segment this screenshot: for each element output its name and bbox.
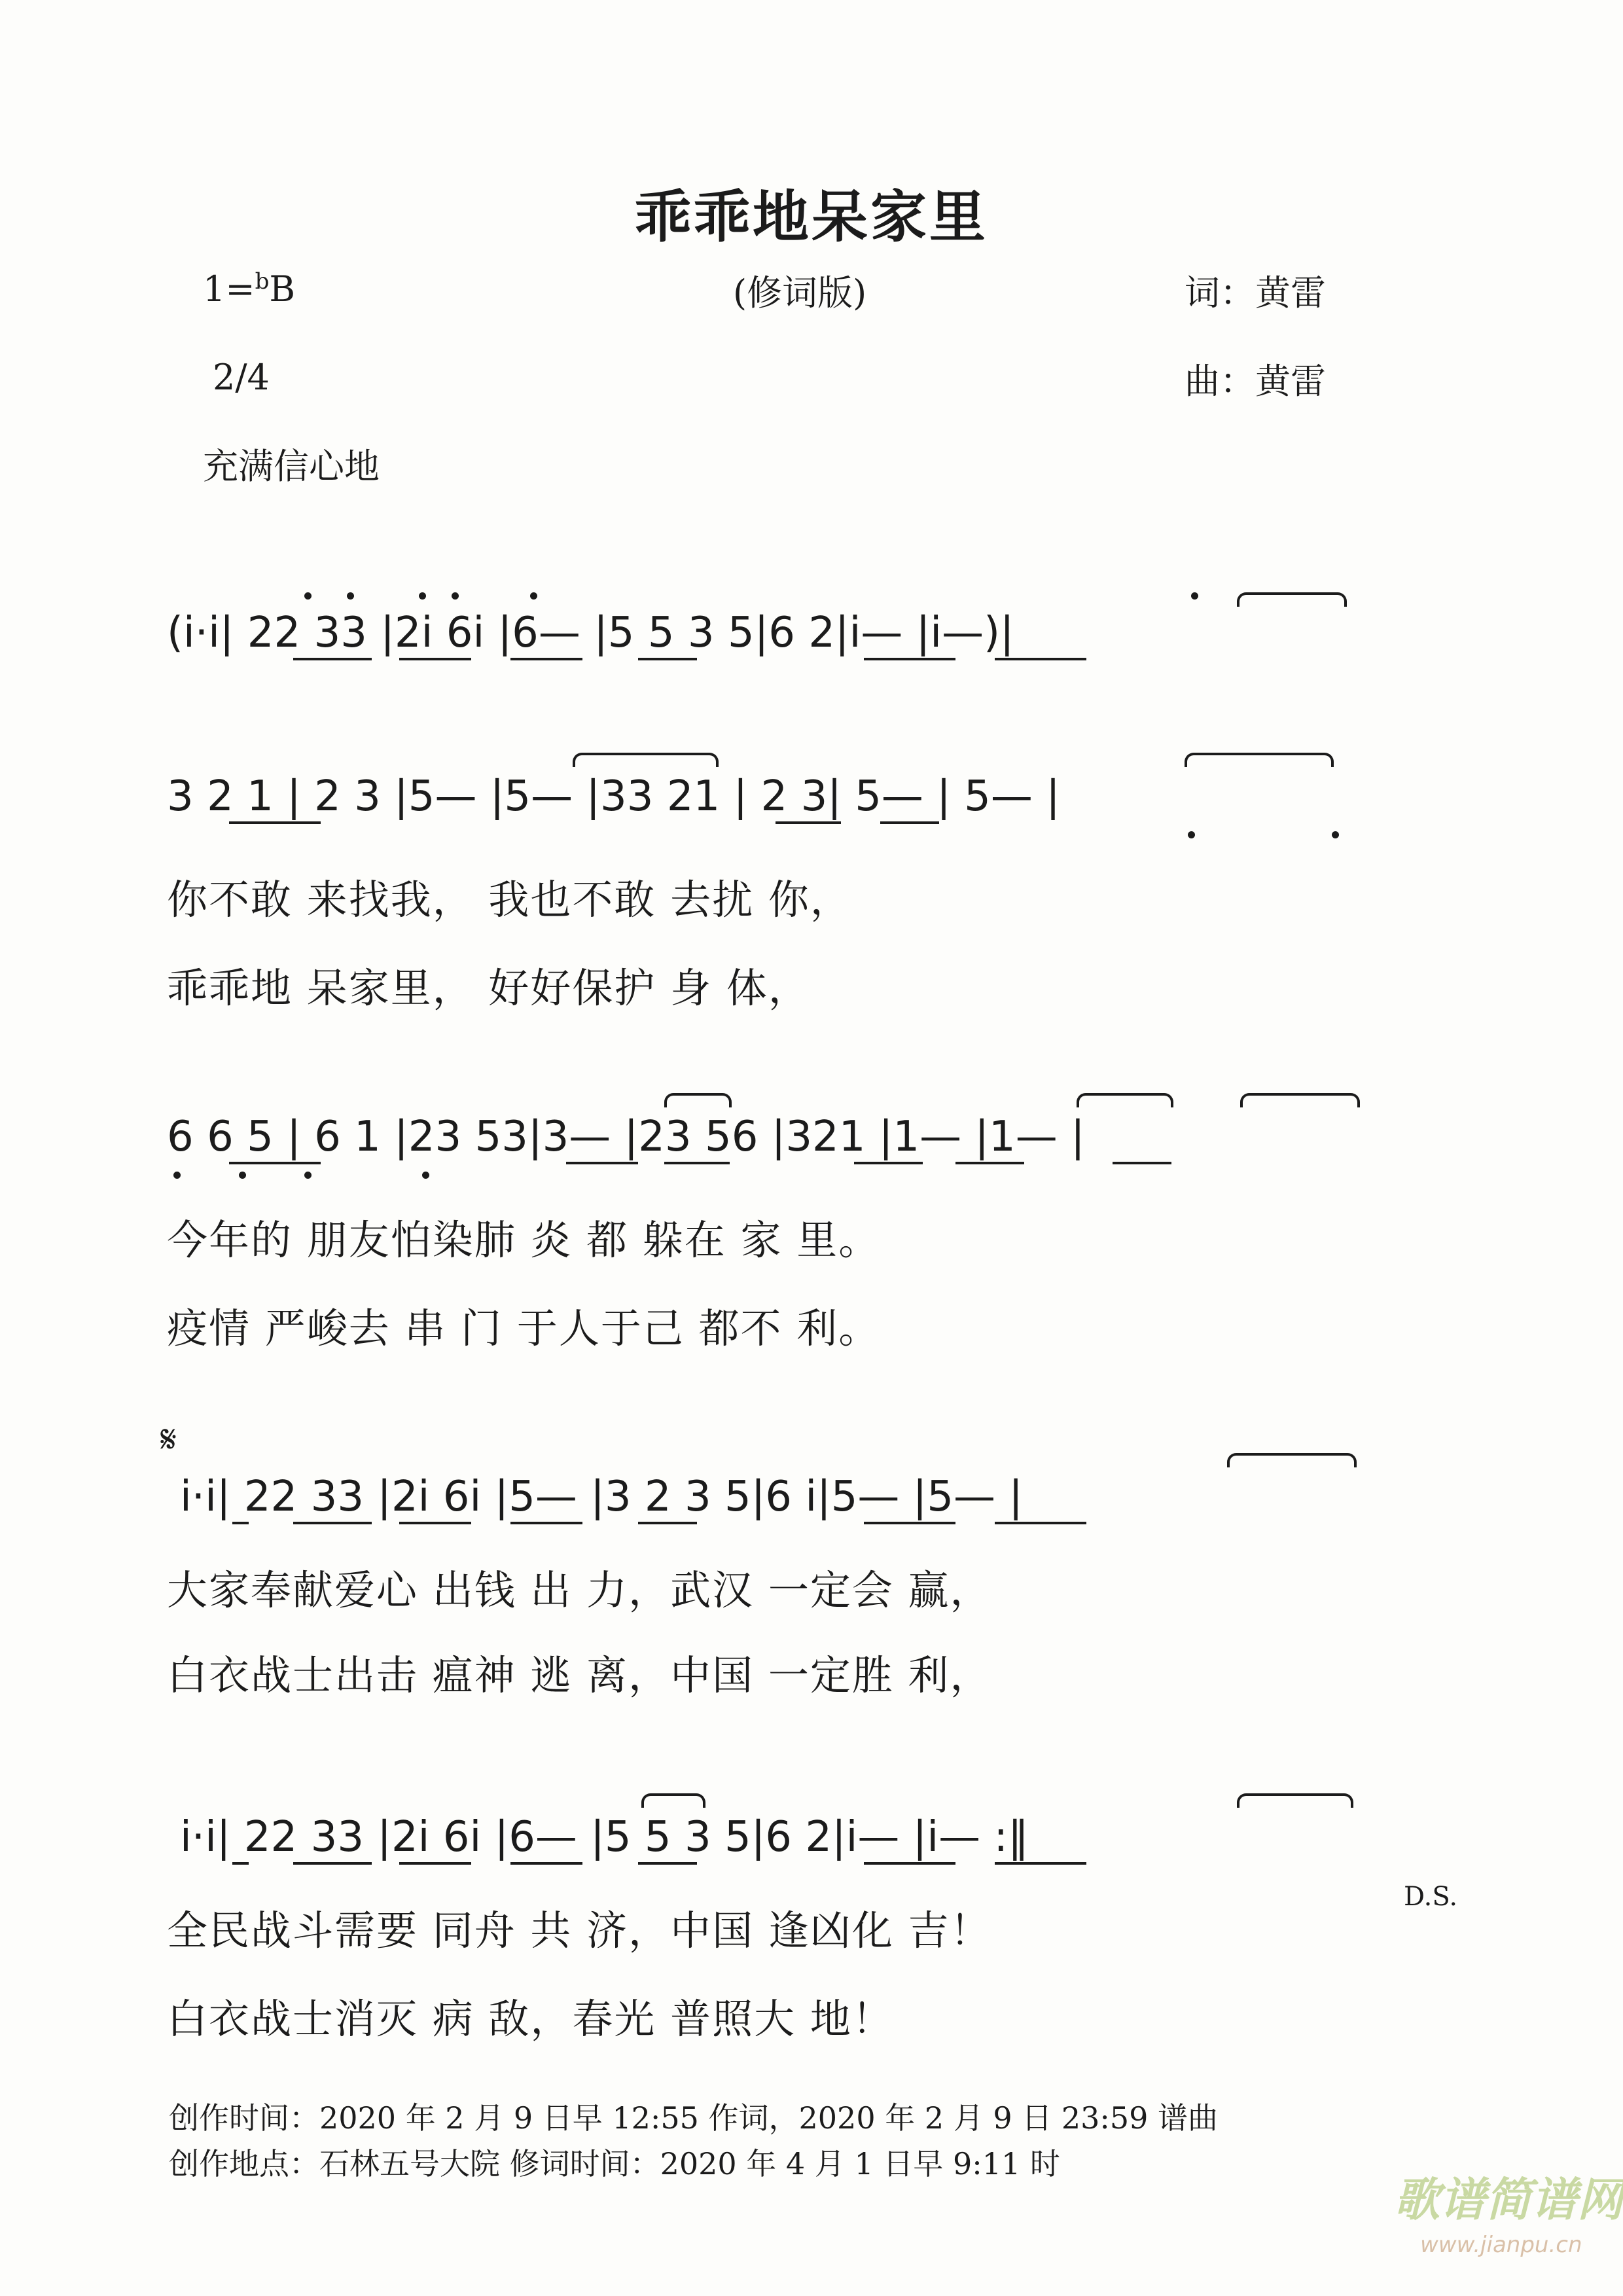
- line1-lyric-verse2: 乖乖地 呆家里， 好好保护 身 体，: [167, 964, 810, 1012]
- beam: [776, 821, 841, 824]
- octave-dot: [1191, 592, 1198, 600]
- beam: [510, 1522, 582, 1524]
- line3-lyric-verse1: 大家奉献爱心 出钱 出 力，武汉 一定会 赢，: [167, 1566, 992, 1614]
- beam: [399, 1522, 471, 1524]
- octave-dot-low: [1188, 831, 1195, 838]
- octave-dot-low: [1332, 831, 1339, 838]
- beam: [293, 1522, 372, 1524]
- line2-lyric-verse2: 疫情 严峻去 串 门 于人于己 都不 利。: [167, 1304, 881, 1352]
- beam: [399, 1862, 471, 1865]
- line4-lyric-verse2: 白衣战士消灭 病 敌，春光 普照大 地！: [167, 1995, 894, 2043]
- beam: [638, 658, 697, 660]
- tie-mark: [573, 753, 719, 767]
- edition-label: (修词版): [733, 272, 867, 314]
- octave-dot: [530, 592, 537, 600]
- line1-lyric-verse1: 你不敢 来找我， 我也不敢 去扰 你，: [167, 876, 852, 924]
- song-title: 乖乖地呆家里: [635, 184, 988, 250]
- octave-dot-low: [239, 1172, 246, 1179]
- beam: [399, 658, 471, 660]
- beam: [854, 1162, 923, 1164]
- beam: [664, 1162, 730, 1164]
- beam: [864, 658, 955, 660]
- octave-dot: [419, 592, 426, 600]
- beam: [510, 1862, 582, 1865]
- expression-mark: 充满信心地: [203, 446, 380, 487]
- tie-mark: [664, 1093, 732, 1107]
- tie-mark: [1240, 1093, 1360, 1107]
- octave-dot: [347, 592, 354, 600]
- beam: [229, 821, 321, 824]
- tie-mark: [1185, 753, 1334, 767]
- beam: [293, 1862, 372, 1865]
- tie-mark: [1227, 1453, 1357, 1467]
- tie-mark: [1237, 592, 1347, 607]
- key-signature: 1=$^b$B: [203, 268, 296, 310]
- line3-lyric-verse2: 白衣战士出击 瘟神 逃 离，中国 一定胜 利，: [167, 1651, 992, 1699]
- tie-mark: [1077, 1093, 1173, 1107]
- line4-notes: i·i| 22 33 |2i 6i |6— |5 5 3 5|6 2|i— |i— :‖: [180, 1813, 1029, 1861]
- tie-mark: [641, 1793, 705, 1808]
- beam: [510, 658, 582, 660]
- lyricist-credit: 词：黄雷: [1185, 272, 1326, 314]
- tie-mark: [1237, 1793, 1353, 1808]
- intro-notes: (i·i| 22 33 |2i 6i |6— |5 5 3 5|6 2|i— |i—)|: [167, 609, 1014, 657]
- beam: [293, 658, 372, 660]
- beam: [638, 1522, 697, 1524]
- beam: [1113, 1162, 1171, 1164]
- watermark-logo: 歌谱简谱网: [1394, 2173, 1623, 2227]
- beam: [880, 821, 939, 824]
- beam: [232, 1522, 249, 1524]
- beam: [995, 1862, 1086, 1865]
- watermark-url: www.jianpu.cn: [1420, 2232, 1582, 2258]
- creation-place: 创作地点：石林五号大院 修词时间：2020 年 4 月 1 日早 9:11 时: [169, 2146, 1060, 2181]
- creation-time: 创作时间：2020 年 2 月 9 日早 12:55 作词，2020 年 2 月 9 日 23:59 谱曲: [169, 2100, 1219, 2136]
- line2-lyric-verse1: 今年的 朋友怕染肺 炎 都 躲在 家 里。: [167, 1216, 881, 1264]
- beam: [864, 1522, 955, 1524]
- beam: [566, 1162, 638, 1164]
- segno-sign: 𝄋: [160, 1417, 177, 1462]
- beam: [232, 1862, 249, 1865]
- octave-dot: [304, 592, 312, 600]
- time-signature: 2/4: [213, 357, 270, 398]
- line2-notes: 6 6 5 | 6 1 |23 53|3— |23 56 |321 |1— |1— |: [167, 1113, 1085, 1161]
- line3-notes: i·i| 22 33 |2i 6i |5— |3 2 3 5|6 i|5— |5— |: [180, 1473, 1023, 1521]
- dal-segno: D.S.: [1404, 1882, 1458, 1912]
- beam: [638, 1862, 697, 1865]
- octave-dot-low: [422, 1172, 429, 1179]
- line1-notes: 3 2 1 | 2 3 |5— |5— |33 21 | 2 3| 5— | 5— |: [167, 772, 1060, 821]
- line4-lyric-verse1: 全民战斗需要 同舟 共 济，中国 逢凶化 吉！: [167, 1907, 992, 1954]
- octave-dot-low: [304, 1172, 312, 1179]
- beam: [995, 658, 1086, 660]
- beam: [864, 1862, 955, 1865]
- beam: [229, 1162, 321, 1164]
- beam: [955, 1162, 1024, 1164]
- octave-dot-low: [173, 1172, 181, 1179]
- octave-dot: [452, 592, 459, 600]
- composer-credit: 曲：黄雷: [1185, 361, 1326, 402]
- beam: [995, 1522, 1086, 1524]
